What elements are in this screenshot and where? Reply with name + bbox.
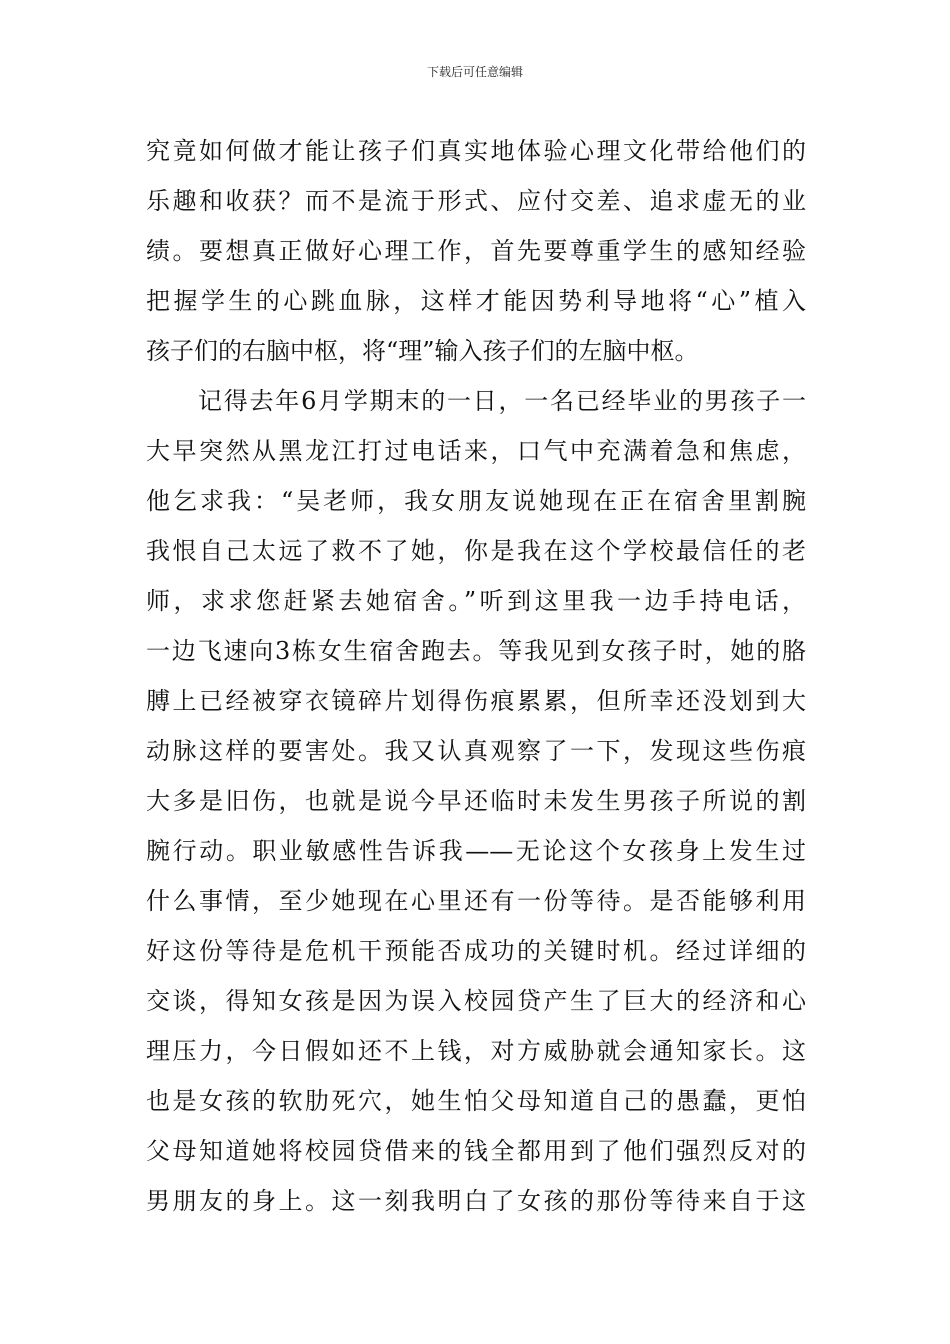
text-line: 乐趣和收获？而不是流于形式、应付交差、追求虚无的业 <box>146 187 806 215</box>
text-line: 一边飞速向3栋女生宿舍跑去。等我见到女孩子时，她的胳 <box>146 637 806 665</box>
text-line: 大多是旧伤，也就是说今早还临时未发生男孩子所说的割 <box>146 787 806 815</box>
text-line: 我恨自己太远了救不了她，你是我在这个学校最信任的老 <box>146 537 806 565</box>
paragraph-2 <box>146 376 806 1226</box>
text-line: 师，求求您赶紧去她宿舍。”听到这里我一边手持电话， <box>146 587 806 615</box>
text-line: 理压力，今日假如还不上钱，对方威胁就会通知家长。这 <box>146 1037 806 1065</box>
text-line: 绩。要想真正做好心理工作，首先要尊重学生的感知经验 <box>146 237 806 265</box>
text-line: 把握学生的心跳血脉，这样才能因势利导地将“心”植入 <box>146 287 806 315</box>
text-line: 动脉这样的要害处。我又认真观察了一下，发现这些伤痕 <box>146 737 806 765</box>
text-line: 父母知道她将校园贷借来的钱全都用到了他们强烈反对的 <box>146 1137 806 1165</box>
text-line: 大早突然从黑龙江打过电话来，口气中充满着急和焦虑， <box>146 437 806 465</box>
text-line: 什么事情，至少她现在心里还有一份等待。是否能够利用 <box>146 887 806 915</box>
text-line: 交谈，得知女孩是因为误入校园贷产生了巨大的经济和心 <box>146 987 806 1015</box>
page-header: 下载后可任意编辑 <box>426 65 523 79</box>
text-line: 膊上已经被穿衣镜碎片划得伤痕累累，但所幸还没划到大 <box>146 687 806 715</box>
text-line: 他乞求我：“吴老师，我女朋友说她现在正在宿舍里割腕 <box>146 487 806 515</box>
text-line: 孩子们的右脑中枢，将“理”输入孩子们的左脑中枢。 <box>146 337 699 365</box>
text-line: 腕行动。职业敏感性告诉我——无论这个女孩身上发生过 <box>146 837 806 865</box>
text-line: 也是女孩的软肋死穴，她生怕父母知道自己的愚蠢，更怕 <box>146 1087 806 1115</box>
text-line: 记得去年6月学期末的一日，一名已经毕业的男孩子一 <box>198 387 806 415</box>
text-line: 好这份等待是危机干预能否成功的关键时机。经过详细的 <box>146 937 806 965</box>
text-line: 究竟如何做才能让孩子们真实地体验心理文化带给他们的 <box>146 137 806 165</box>
paragraph-1 <box>146 126 806 376</box>
document-body <box>146 126 806 1226</box>
text-line: 男朋友的身上。这一刻我明白了女孩的那份等待来自于这 <box>146 1187 806 1215</box>
